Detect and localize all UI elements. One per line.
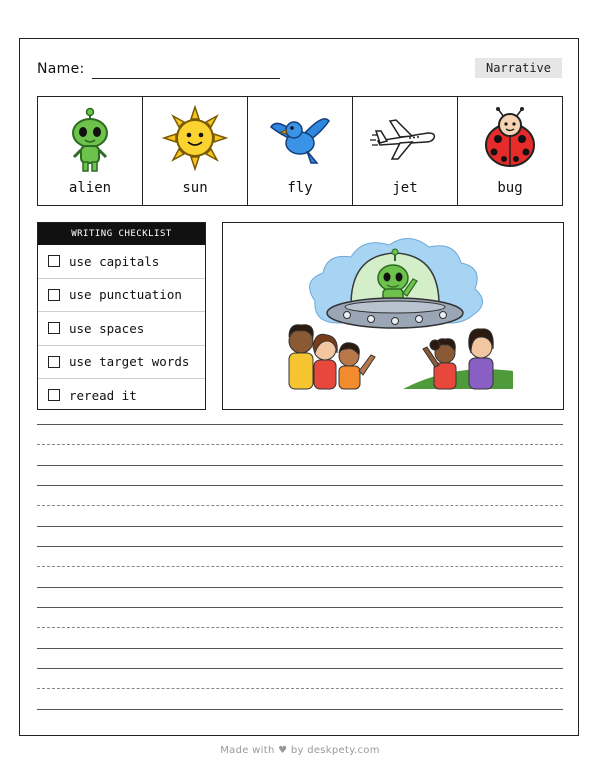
word-label: sun	[182, 180, 208, 196]
word-card-fly	[248, 97, 353, 205]
alien-icon	[60, 105, 120, 177]
checklist-item-label: reread it	[69, 387, 137, 403]
checklist-item[interactable]	[38, 245, 205, 279]
checklist-item-label: use capitals	[69, 253, 160, 269]
word-card-bug	[458, 97, 562, 205]
writing-line-mid[interactable]	[37, 627, 563, 628]
sun-icon	[162, 105, 228, 171]
checklist-item[interactable]	[38, 312, 205, 346]
name-write-line[interactable]	[92, 78, 280, 79]
checklist-item-label: use punctuation	[69, 287, 182, 303]
writing-line-base[interactable]	[37, 465, 563, 466]
writing-line-top[interactable]	[37, 668, 563, 669]
writing-line-mid[interactable]	[37, 505, 563, 506]
checklist-item-label: use target words	[69, 354, 190, 370]
checklist-title: WRITING CHECKLIST	[38, 223, 205, 245]
writing-line-top[interactable]	[37, 607, 563, 608]
checkbox[interactable]	[48, 255, 60, 267]
footer-text-after[interactable]: by deskpety.com	[290, 745, 380, 756]
writing-line-base[interactable]	[37, 648, 563, 649]
ladybug-icon	[480, 105, 540, 171]
writing-line-base[interactable]	[37, 587, 563, 588]
checklist-item[interactable]	[38, 279, 205, 313]
target-words-row	[37, 96, 563, 206]
word-label: alien	[68, 180, 112, 196]
writing-line-top[interactable]	[37, 485, 563, 486]
checklist-item[interactable]	[38, 379, 205, 412]
checklist-item[interactable]	[38, 346, 205, 380]
writing-line-base[interactable]	[37, 526, 563, 527]
checklist-item-label: use spaces	[69, 320, 145, 336]
word-label: jet	[392, 180, 418, 196]
writing-line-top[interactable]	[37, 424, 563, 425]
word-card-jet	[353, 97, 458, 205]
word-label: fly	[287, 180, 313, 196]
name-label: Name:	[37, 61, 85, 77]
alien-ufo-scene-illustration	[223, 223, 563, 409]
writing-checklist	[37, 222, 206, 410]
writing-line-base[interactable]	[37, 709, 563, 710]
bird-icon	[267, 105, 333, 171]
word-label: bug	[497, 180, 523, 196]
writing-line-mid[interactable]	[37, 444, 563, 445]
word-card-alien	[38, 97, 143, 205]
worksheet-page	[19, 38, 579, 736]
checkbox[interactable]	[48, 356, 60, 368]
writing-line-mid[interactable]	[37, 688, 563, 689]
footer-credit	[0, 745, 600, 756]
heart-icon: ♥	[278, 745, 288, 756]
checkbox[interactable]	[48, 322, 60, 334]
checkbox[interactable]	[48, 389, 60, 401]
word-card-sun	[143, 97, 248, 205]
writing-line-mid[interactable]	[37, 566, 563, 567]
picture-prompt	[222, 222, 564, 410]
checkbox[interactable]	[48, 289, 60, 301]
genre-badge: Narrative	[475, 58, 562, 78]
footer-text-before: Made with	[220, 745, 275, 756]
writing-line-top[interactable]	[37, 546, 563, 547]
jet-icon	[370, 105, 440, 171]
